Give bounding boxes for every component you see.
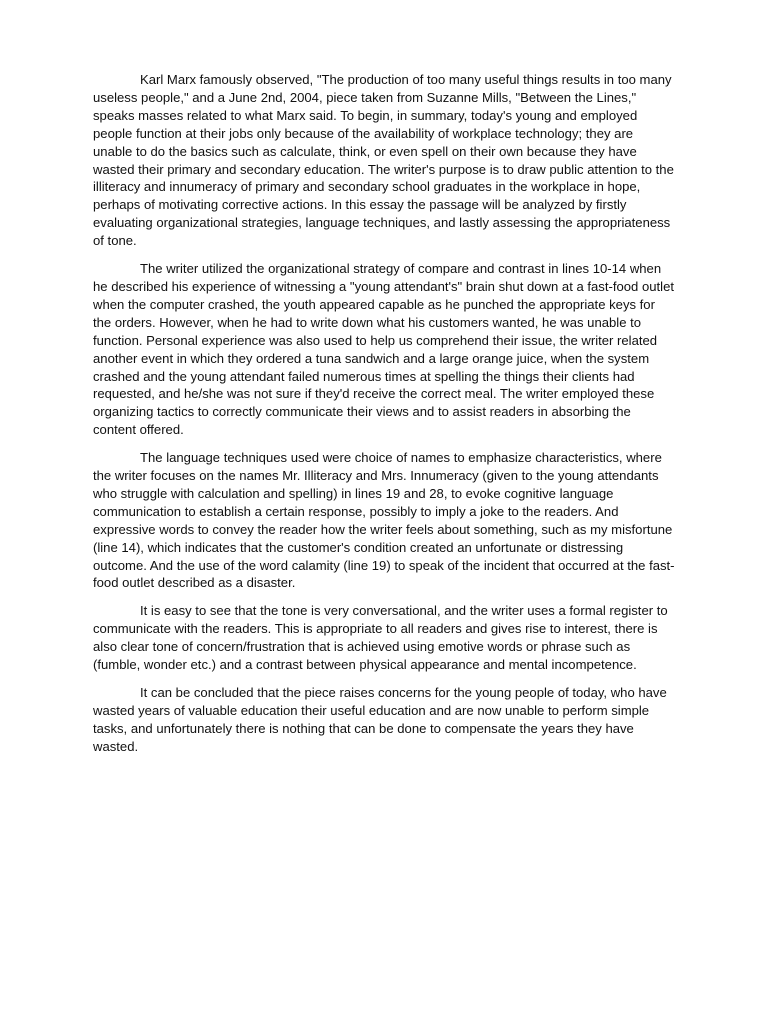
paragraph-introduction: Karl Marx famously observed, "The production of too many useful things results in too many useless people," and a June 2nd, 2004, piece taken from Suzanne Mills, "Between the Lines," speaks masses related to what Marx said. To begin, in summary, today's young and employed people function at their jobs only because of the availability of workplace technology; they are unable to do the basics such as calculate, think, or even spell on their own because they have wasted their primary and secondary education. The writer's purpose is to draw public attention to the illiteracy and innumeracy of primary and secondary school graduates in the workplace in hope, perhaps of motivating corrective actions. In this essay the passage will be analyzed by firstly evaluating organizational strategies, language techniques, and lastly assessing the appropriateness of tone.	[93, 72, 674, 249]
paragraph-organizational-strategy: The writer utilized the organizational strategy of compare and contrast in lines 10-14 when he described his experience of witnessing a "young attendant's" brain shut down at a fast-food outlet when the computer crashed, the youth appeared capable as he punched the appropriate keys for the orders. However, when he had to write down what his customers wanted, he was unable to function. Personal experience was also used to help us comprehend their issue, the writer related another event in which they ordered a tuna sandwich and a large orange juice, when the system crashed and the young attendant failed numerous times at spelling the things their clients had requested, and he/she was not sure if they'd receive the correct meal. The writer employed these organizing tactics to correctly communicate their views and to assist readers in absorbing the content offered.	[93, 261, 675, 438]
paragraph-conclusion: It can be concluded that the piece raises concerns for the young people of today, who have wasted years of valuable education their useful education and are now unable to perform simple tasks, and unfortunately there is nothing that can be done to compensate the years they have wasted.	[93, 685, 667, 754]
paragraph-language-techniques: The language techniques used were choice of names to emphasize characteristics, where the writer focuses on the names Mr. Illiteracy and Mrs. Innumeracy (given to the young attendants who struggle with calculation and spelling) in lines 19 and 28, to evoke cognitive language communication to establish a certain response, possibly to imply a joke to the readers. And expressive words to convey the reader how the writer feels about something, such as my misfortune (line 14), which indicates that the customer's condition created an unfortunate or distressing outcome. And the use of the word calamity (line 19) to speak of the incident that occurred at the fast-food outlet described as a disaster.	[93, 450, 675, 591]
document-page	[93, 0, 675, 1024]
essay-body	[93, 71, 675, 766]
paragraph-tone: It is easy to see that the tone is very conversational, and the writer uses a formal register to communicate with the readers. This is appropriate to all readers and gives rise to interest, there is also clear tone of concern/frustration that is achieved using emotive words or phrase such as (fumble, wonder etc.) and a contrast between physical appearance and mental incompetence.	[93, 603, 668, 673]
